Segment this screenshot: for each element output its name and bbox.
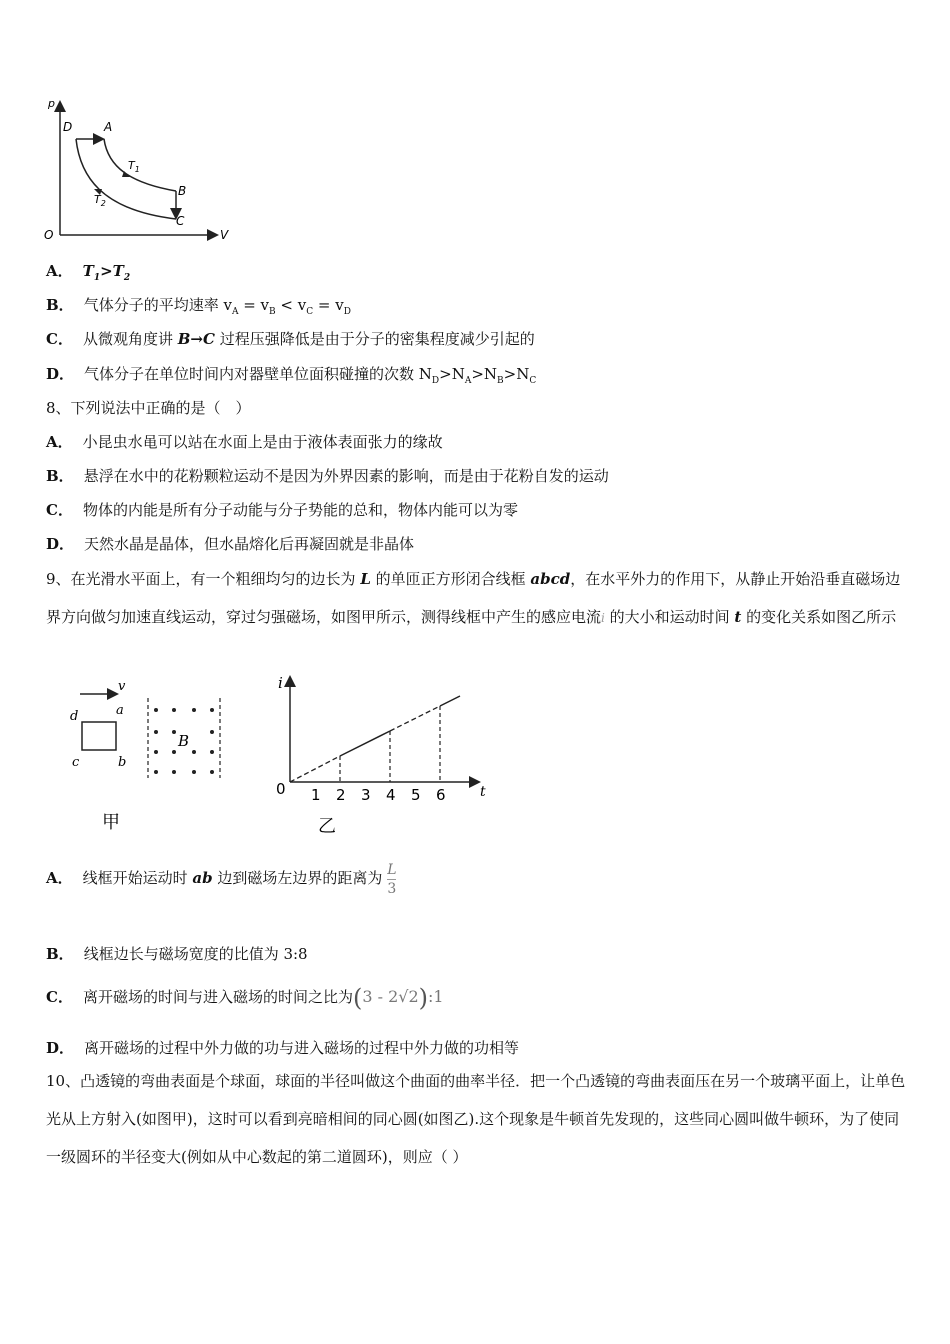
- q9-option-c: C． 离开磁场的时间与进入磁场的时间之比为(3 - 2√2):1: [46, 984, 444, 1012]
- caption-jia: 甲: [102, 812, 120, 833]
- label-c: C: [176, 214, 185, 228]
- label-t1: $T_1$: [128, 159, 140, 174]
- v-label: V: [220, 228, 229, 242]
- q7-option-d: D． 气体分子在单位时间内对器壁单位面积碰撞的次数 $N_D>N_A>N_B>N_C$: [46, 365, 537, 386]
- p-label: p: [48, 97, 55, 110]
- q7-option-b: B． 气体分子的平均速率 $v_A = v_B < v_C = v_D$: [46, 296, 351, 317]
- label-i: i: [278, 674, 283, 692]
- label-d: d: [70, 709, 79, 724]
- isotherm-t1: [104, 139, 176, 191]
- wire-frame: [82, 722, 116, 750]
- label-d: D: [63, 120, 73, 134]
- isotherm-t2: [76, 139, 176, 219]
- origin-label: O: [44, 228, 54, 242]
- label-a: A: [104, 120, 113, 134]
- figure-jia: [62, 676, 232, 836]
- q10-stem: 10、凸透镜的弯曲表面是个球面，球面的半径叫做这个曲面的曲率半径．把一个凸透镜的弯曲表面压在另一个玻璃平面上，让单色光从上方射入(如图甲)，这时可以看到亮暗相间的同心圆(如图乙).这个现象是牛顿首先发现的，这些同心圆叫做牛顿环，为了使同一级圆环的半径变大(例如从中心数起的第二道圆环)，则应（ ）: [46, 1072, 906, 1166]
- current-line-enter: [340, 731, 390, 756]
- label-a: a: [116, 703, 124, 718]
- tick-3: 3: [361, 786, 371, 804]
- label-b: B: [178, 184, 187, 198]
- label-c: c: [72, 755, 80, 770]
- current-dashed-mid: [390, 706, 440, 731]
- label-v: v: [118, 679, 126, 694]
- label-t: t: [480, 784, 486, 800]
- q8-option-b: B． 悬浮在水中的花粉颗粒运动不是因为外界因素的影响，而是由于花粉自发的运动: [46, 467, 609, 485]
- fraction-l-over-3: $\frac{L}{3}$: [387, 861, 397, 897]
- q7-option-a: A． $T_1>T_2$: [46, 262, 131, 283]
- q8-option-c: C． 物体的内能是所有分子动能与分子势能的总和，物体内能可以为零: [46, 501, 518, 519]
- current-line-exit: [440, 696, 460, 706]
- tick-4: 4: [386, 786, 396, 804]
- q8-option-a: A． 小昆虫水黾可以站在水面上是由于液体表面张力的缘故: [46, 433, 443, 451]
- label-field-b: B: [178, 732, 190, 750]
- caption-yi: 乙: [318, 816, 336, 837]
- q9-stem: 9、在光滑水平面上，有一个粗细均匀的边长为 L 的单匝正方形闭合线框 abcd，在水平外力的作用下，从静止开始沿垂直磁场边界方向做匀加速直线运动，穿过匀强磁场，如图甲所示，测得线框中产生的感应电流i 的大小和运动时间 t 的变化关系如图乙所示: [46, 570, 901, 626]
- current-dashed-start: [290, 756, 340, 782]
- tick-5: 5: [411, 786, 421, 804]
- tick-6: 6: [436, 786, 446, 804]
- q8-stem: 8、下列说法中正确的是（ ）: [46, 399, 251, 417]
- pv-diagram: [40, 95, 240, 245]
- tick-2: 2: [336, 786, 346, 804]
- q9-option-b: B． 线框边长与磁场宽度的比值为 3:8: [46, 945, 308, 963]
- q7-option-c: C． 从微观角度讲 B→C 过程压强降低是由于分子的密集程度减少引起的: [46, 330, 535, 348]
- label-t2: $T_2$: [94, 193, 106, 208]
- label-origin: 0: [276, 780, 286, 798]
- figure-yi: [268, 670, 498, 840]
- q9-option-a: A． 线框开始运动时 ab 边到磁场左边界的距离为 $\frac{L}{3}$: [46, 861, 397, 897]
- label-b: b: [118, 755, 127, 770]
- tick-1: 1: [311, 786, 321, 804]
- q9-option-d: D． 离开磁场的过程中外力做的功与进入磁场的过程中外力做的功相等: [46, 1039, 520, 1057]
- q8-option-d: D． 天然水晶是晶体，但水晶熔化后再凝固就是非晶体: [46, 535, 415, 553]
